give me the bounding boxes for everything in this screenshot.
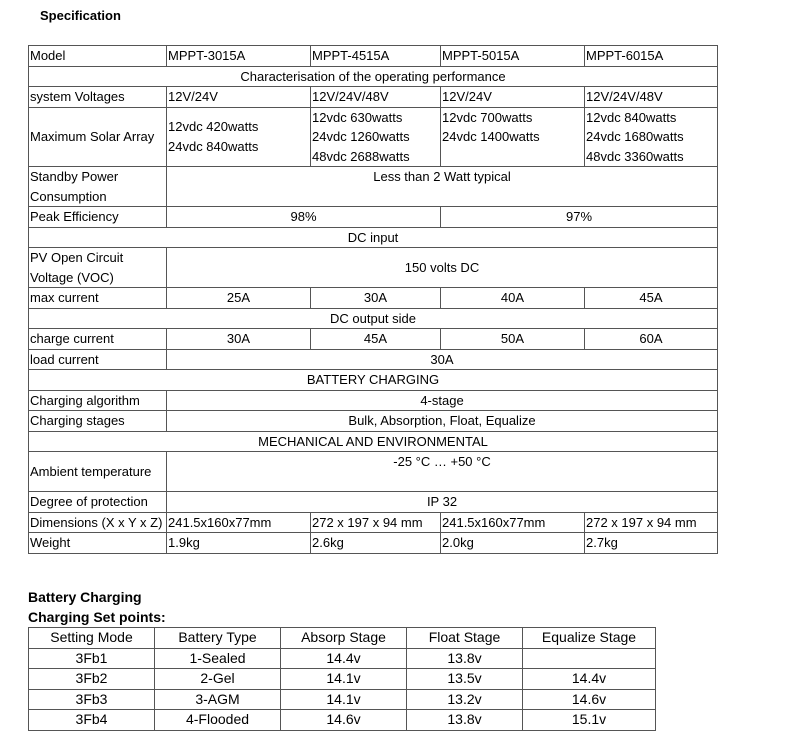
cell-line: 24vdc 1680watts: [586, 129, 684, 144]
model-3: MPPT-5015A: [441, 46, 585, 67]
section-mechanical: MECHANICAL AND ENVIRONMENTAL: [29, 431, 718, 452]
section-battery: BATTERY CHARGING: [29, 370, 718, 391]
row-label: max current: [29, 288, 167, 309]
table-row: [29, 288, 718, 309]
cell: 13.5v: [407, 669, 523, 690]
cell: -25 °C … +50 °C: [167, 452, 718, 492]
cell: 98%: [167, 207, 441, 228]
cell-line: 24vdc 1400watts: [442, 129, 540, 144]
section-dc-input: DC input: [29, 227, 718, 248]
cell-line: 48vdc 2688watts: [312, 148, 410, 164]
cell: 3Fb3: [29, 689, 155, 710]
row-label: Charging algorithm: [29, 390, 167, 411]
cell: [585, 107, 718, 167]
table-row: [29, 349, 718, 370]
row-label: Degree of protection: [29, 492, 167, 513]
column-header: Equalize Stage: [523, 628, 656, 649]
table-row: [29, 669, 656, 690]
table-row: [29, 710, 656, 731]
setpoints-table: [28, 627, 656, 731]
table-header-row: [29, 628, 656, 649]
cell: 15.1v: [523, 710, 656, 731]
cell: 272 x 197 x 94 mm: [585, 512, 718, 533]
cell-line: 48vdc 3360watts: [586, 148, 684, 164]
cell: 241.5x160x77mm: [167, 512, 311, 533]
table-row: [29, 207, 718, 228]
table-row: [29, 452, 718, 492]
cell-line: 24vdc 1260watts: [312, 129, 410, 144]
cell: 2-Gel: [155, 669, 281, 690]
section-row: [29, 308, 718, 329]
cell: [523, 648, 656, 669]
row-label: charge current: [29, 329, 167, 350]
cell: 3Fb1: [29, 648, 155, 669]
row-label: Maximum Solar Array: [29, 107, 167, 167]
cell: 14.1v: [281, 669, 407, 690]
cell: 12V/24V: [167, 87, 311, 108]
section-row: [29, 370, 718, 391]
model-4: MPPT-6015A: [585, 46, 718, 67]
cell: 45A: [585, 288, 718, 309]
cell: 45A: [311, 329, 441, 350]
cell: 3Fb4: [29, 710, 155, 731]
cell-line: 12vdc 840watts: [586, 109, 677, 125]
cell: 2.0kg: [441, 533, 585, 554]
cell: IP 32: [167, 492, 718, 513]
table-row: [29, 492, 718, 513]
section-row: [29, 66, 718, 87]
table-row: [29, 512, 718, 533]
cell: 60A: [585, 329, 718, 350]
row-label: Charging stages: [29, 411, 167, 432]
table-row: [29, 648, 656, 669]
cell: 1.9kg: [167, 533, 311, 554]
cell: 14.1v: [281, 689, 407, 710]
column-header: Absorp Stage: [281, 628, 407, 649]
cell-line: 12vdc 630watts: [312, 109, 403, 125]
table-row: [29, 390, 718, 411]
model-1: MPPT-3015A: [167, 46, 311, 67]
table-row: [29, 46, 718, 67]
cell: 14.6v: [281, 710, 407, 731]
battery-charging-heading: Battery Charging: [28, 589, 142, 605]
cell: 4-stage: [167, 390, 718, 411]
row-label: load current: [29, 349, 167, 370]
cell: 40A: [441, 288, 585, 309]
table-row: [29, 107, 718, 167]
model-label: Model: [29, 46, 167, 67]
column-header: Battery Type: [155, 628, 281, 649]
table-row: [29, 248, 718, 288]
cell: 14.4v: [281, 648, 407, 669]
section-operating: Characterisation of the operating performance: [29, 66, 718, 87]
row-label: Weight: [29, 533, 167, 554]
cell: 12V/24V: [441, 87, 585, 108]
cell: 150 volts DC: [167, 248, 718, 288]
row-label: Ambient temperature: [29, 452, 167, 492]
cell: 30A: [167, 349, 718, 370]
cell: 4-Flooded: [155, 710, 281, 731]
cell: 3-AGM: [155, 689, 281, 710]
setpoints-heading: Charging Set points:: [28, 609, 166, 625]
cell: 25A: [167, 288, 311, 309]
cell: 12V/24V/48V: [585, 87, 718, 108]
row-label: Standby Power Consumption: [29, 167, 167, 207]
column-header: Float Stage: [407, 628, 523, 649]
table-row: [29, 533, 718, 554]
section-row: [29, 431, 718, 452]
cell: Less than 2 Watt typical: [167, 167, 718, 207]
cell: [441, 107, 585, 167]
cell: 14.6v: [523, 689, 656, 710]
cell: 272 x 197 x 94 mm: [311, 512, 441, 533]
cell-line: 24vdc 840watts: [168, 138, 259, 154]
table-row: [29, 411, 718, 432]
section-dc-output: DC output side: [29, 308, 718, 329]
table-row: [29, 87, 718, 108]
cell: [167, 107, 311, 167]
cell: 50A: [441, 329, 585, 350]
cell: 14.4v: [523, 669, 656, 690]
table-row: [29, 167, 718, 207]
section-row: [29, 227, 718, 248]
cell: 3Fb2: [29, 669, 155, 690]
specification-table: [28, 45, 718, 554]
cell: [311, 107, 441, 167]
cell: 1-Sealed: [155, 648, 281, 669]
cell: 2.6kg: [311, 533, 441, 554]
row-label: Peak Efficiency: [29, 207, 167, 228]
cell: 13.8v: [407, 648, 523, 669]
cell: 241.5x160x77mm: [441, 512, 585, 533]
table-row: [29, 689, 656, 710]
model-2: MPPT-4515A: [311, 46, 441, 67]
cell: 13.2v: [407, 689, 523, 710]
row-label: Dimensions (X x Y x Z): [29, 512, 167, 533]
column-header: Setting Mode: [29, 628, 155, 649]
cell-line: 12vdc 700watts: [442, 109, 533, 125]
table-row: [29, 329, 718, 350]
cell: Bulk, Absorption, Float, Equalize: [167, 411, 718, 432]
cell: 97%: [441, 207, 718, 228]
row-label: PV Open Circuit Voltage (VOC): [29, 248, 167, 288]
cell: 30A: [311, 288, 441, 309]
row-label: system Voltages: [29, 87, 167, 108]
cell-line: 12vdc 420watts: [168, 119, 259, 135]
cell: 2.7kg: [585, 533, 718, 554]
cell: 12V/24V/48V: [311, 87, 441, 108]
cell: 13.8v: [407, 710, 523, 731]
cell: 30A: [167, 329, 311, 350]
page-title: Specification: [40, 8, 121, 23]
